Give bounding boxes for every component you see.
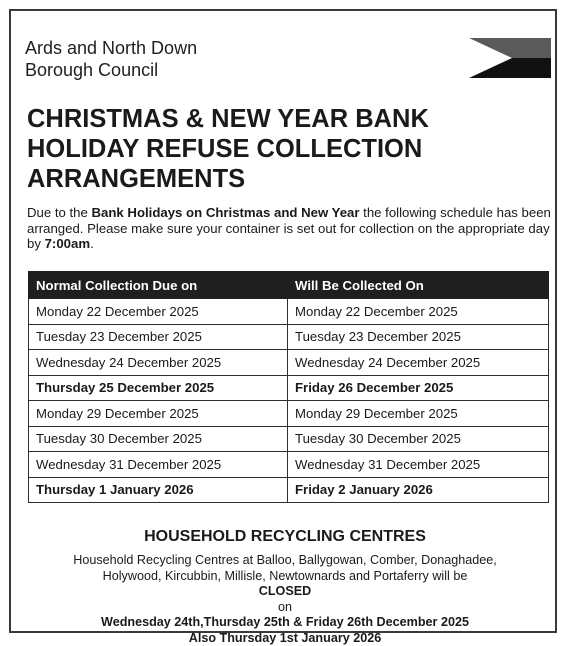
collected-on-cell: Monday 22 December 2025	[288, 299, 549, 325]
council-name	[25, 37, 197, 81]
collected-on-cell: Friday 26 December 2025	[288, 375, 549, 401]
table-row	[29, 350, 549, 376]
table-row	[29, 477, 549, 503]
collected-on-cell: Wednesday 24 December 2025	[288, 350, 549, 376]
page-title	[27, 104, 547, 194]
collected-on-cell: Monday 29 December 2025	[288, 401, 549, 427]
collected-on-cell: Tuesday 23 December 2025	[288, 324, 549, 350]
table-row	[29, 299, 549, 325]
intro-text-2: the following schedule has been arranged. Please make sure your container is set out for collection on the appropriate day by	[27, 205, 551, 251]
normal-collection-cell: Tuesday 30 December 2025	[29, 426, 288, 452]
recycling-closure-extra-date: Also Thursday 1st January 2026	[11, 631, 559, 646]
table-header-row	[29, 272, 549, 299]
normal-collection-cell: Monday 22 December 2025	[29, 299, 288, 325]
column-header-normal: Normal Collection Due on	[29, 272, 288, 299]
table-row	[29, 426, 549, 452]
column-header-collected: Will Be Collected On	[288, 272, 549, 299]
collected-on-cell: Friday 2 January 2026	[288, 477, 549, 503]
intro-bold-time: 7:00am	[45, 236, 90, 251]
normal-collection-cell: Thursday 1 January 2026	[29, 477, 288, 503]
title-line3: ARRANGEMENTS	[27, 164, 547, 194]
normal-collection-cell: Tuesday 23 December 2025	[29, 324, 288, 350]
recycling-line2-end: on	[11, 600, 559, 616]
recycling-closure-dates: Wednesday 24th,Thursday 25th & Friday 26th December 2025	[11, 615, 559, 631]
normal-collection-cell: Wednesday 24 December 2025	[29, 350, 288, 376]
collected-on-cell: Tuesday 30 December 2025	[288, 426, 549, 452]
recycling-closed-label: CLOSED	[259, 584, 311, 598]
council-name-line1: Ards and North Down	[25, 37, 197, 59]
recycling-line1: Household Recycling Centres at Balloo, Ballygowan, Comber, Donaghadee,	[11, 553, 559, 569]
recycling-heading: HOUSEHOLD RECYCLING CENTRES	[11, 528, 559, 546]
table-row	[29, 375, 549, 401]
intro-bold-holidays: Bank Holidays on Christmas and New Year	[92, 205, 360, 220]
title-line1: CHRISTMAS & NEW YEAR BANK	[27, 104, 547, 134]
collected-on-cell: Wednesday 31 December 2025	[288, 452, 549, 478]
council-chevron-logo-icon	[469, 38, 551, 78]
title-line2: HOLIDAY REFUSE COLLECTION	[27, 134, 547, 164]
table-row	[29, 324, 549, 350]
recycling-line2-text: Holywood, Kircubbin, Millisle, Newtownards and Portaferry will be	[11, 569, 559, 585]
council-name-line2: Borough Council	[25, 59, 197, 81]
recycling-line2	[11, 569, 559, 616]
normal-collection-cell: Wednesday 31 December 2025	[29, 452, 288, 478]
normal-collection-cell: Thursday 25 December 2025	[29, 375, 288, 401]
table-row	[29, 401, 549, 427]
intro-paragraph	[27, 205, 551, 252]
recycling-notice	[11, 553, 559, 646]
normal-collection-cell: Monday 29 December 2025	[29, 401, 288, 427]
intro-text-3: .	[90, 236, 94, 251]
collection-schedule-table	[28, 271, 549, 503]
table-row	[29, 452, 549, 478]
notice-frame	[9, 9, 557, 633]
intro-text-1: Due to the	[27, 205, 92, 220]
